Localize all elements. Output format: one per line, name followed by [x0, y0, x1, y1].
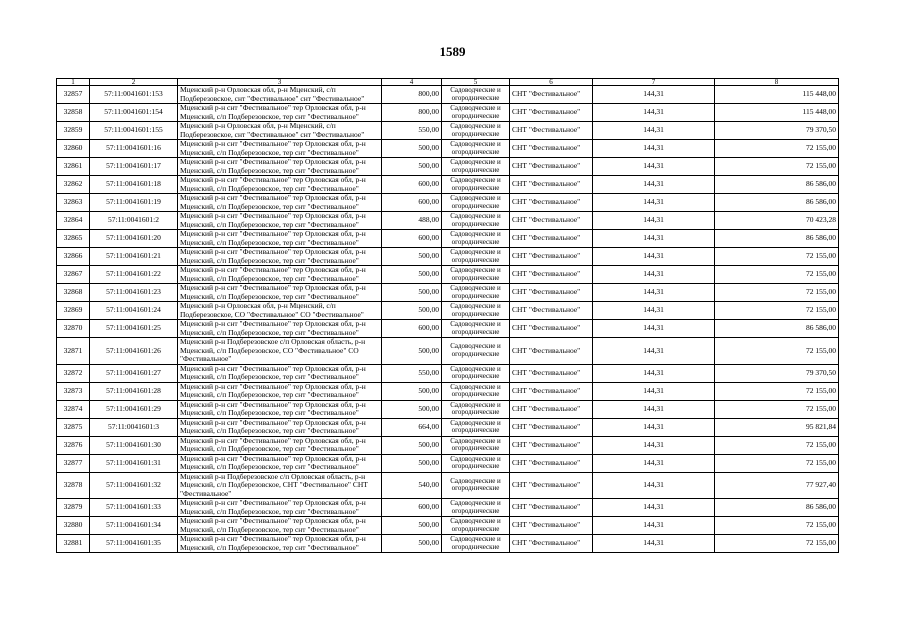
- address: Мценский р-н снт "Фестивальное" тер Орловская обл, р-н Мценский, с/п Подберезовское, тер снт "Фестивальное": [178, 320, 382, 338]
- cadastral-cost: 72 155,00: [715, 158, 839, 176]
- column-number: 7: [593, 79, 715, 86]
- owner: СНТ "Фестивальное": [510, 212, 593, 230]
- owner: СНТ "Фестивальное": [510, 364, 593, 382]
- cadastral-number: 57:11:0041601:31: [90, 454, 178, 472]
- cadastral-cost: 72 155,00: [715, 535, 839, 553]
- address: Мценский р-н снт "Фестивальное" тер Орловская обл, р-н Мценский, с/п Подберезовское, тер снт "Фестивальное": [178, 266, 382, 284]
- cadastral-cost: 86 586,00: [715, 320, 839, 338]
- land-use: Садоводческие и огороднические: [442, 472, 510, 499]
- land-use: Садоводческие и огороднические: [442, 320, 510, 338]
- area: 500,00: [382, 400, 442, 418]
- cadastral-number: 57:11:0041601:2: [90, 212, 178, 230]
- area: 500,00: [382, 535, 442, 553]
- unit-price: 144,31: [593, 418, 715, 436]
- cadastral-number: 57:11:0041601:29: [90, 400, 178, 418]
- table-row: [57, 122, 839, 140]
- row-number: 32867: [57, 266, 90, 284]
- table-row: [57, 266, 839, 284]
- unit-price: 144,31: [593, 194, 715, 212]
- area: 600,00: [382, 499, 442, 517]
- cadastral-number: 57:11:0041601:24: [90, 302, 178, 320]
- cadastral-cost: 77 927,40: [715, 472, 839, 499]
- address: Мценский р-н снт "Фестивальное" тер Орловская обл, р-н Мценский, с/п Подберезовское, тер снт "Фестивальное": [178, 194, 382, 212]
- column-number: 1: [57, 79, 90, 86]
- address: Мценский р-н снт "Фестивальное" тер Орловская обл, р-н Мценский, с/п Подберезовское, тер снт "Фестивальное": [178, 104, 382, 122]
- cadastral-cost: 115 448,00: [715, 104, 839, 122]
- land-use: Садоводческие и огороднические: [442, 454, 510, 472]
- area: 800,00: [382, 104, 442, 122]
- address: Мценский р-н снт "Фестивальное" тер Орловская обл, р-н Мценский, с/п Подберезовское, тер снт "Фестивальное": [178, 248, 382, 266]
- owner: СНТ "Фестивальное": [510, 86, 593, 104]
- cadastral-number: 57:11:0041601:27: [90, 364, 178, 382]
- owner: СНТ "Фестивальное": [510, 382, 593, 400]
- address: Мценский р-н Орловская обл, р-н Мценский, с/п Подберезовское, снт "Фестивальное" снт "Фестивальное": [178, 86, 382, 104]
- land-use: Садоводческие и огороднические: [442, 158, 510, 176]
- table-row: [57, 320, 839, 338]
- owner: СНТ "Фестивальное": [510, 122, 593, 140]
- land-use: Садоводческие и огороднические: [442, 436, 510, 454]
- address: Мценский р-н Орловская обл, р-н Мценский, с/п Подберезовское, СО "Фестивальное" СО "Фестивальное": [178, 302, 382, 320]
- cadastral-cost: 115 448,00: [715, 86, 839, 104]
- table-row: [57, 302, 839, 320]
- cadastral-number: 57:11:0041601:17: [90, 158, 178, 176]
- cadastral-number: 57:11:0041601:33: [90, 499, 178, 517]
- land-use: Садоводческие и огороднические: [442, 364, 510, 382]
- address: Мценский р-н снт "Фестивальное" тер Орловская обл, р-н Мценский, с/п Подберезовское, тер снт "Фестивальное": [178, 284, 382, 302]
- address: Мценский р-н снт "Фестивальное" тер Орловская обл, р-н Мценский, с/п Подберезовское, тер снт "Фестивальное": [178, 454, 382, 472]
- address: Мценский р-н Подберезовское с/п Орловская область, р-н Мценский, с/п Подберезовское, СНТ "Фестивальное" СНТ "Фестивальное": [178, 472, 382, 499]
- owner: СНТ "Фестивальное": [510, 400, 593, 418]
- cadastral-cost: 72 155,00: [715, 140, 839, 158]
- cadastral-cost: 72 155,00: [715, 436, 839, 454]
- cadastral-cost: 86 586,00: [715, 230, 839, 248]
- area: 500,00: [382, 266, 442, 284]
- area: 600,00: [382, 194, 442, 212]
- unit-price: 144,31: [593, 436, 715, 454]
- column-number: 2: [90, 79, 178, 86]
- unit-price: 144,31: [593, 176, 715, 194]
- address: Мценский р-н снт "Фестивальное" тер Орловская обл, р-н Мценский, с/п Подберезовское, тер снт "Фестивальное": [178, 364, 382, 382]
- row-number: 32871: [57, 338, 90, 365]
- unit-price: 144,31: [593, 158, 715, 176]
- owner: СНТ "Фестивальное": [510, 302, 593, 320]
- area: 550,00: [382, 122, 442, 140]
- row-number: 32857: [57, 86, 90, 104]
- unit-price: 144,31: [593, 86, 715, 104]
- column-number: 5: [442, 79, 510, 86]
- table-row: [57, 230, 839, 248]
- address: Мценский р-н снт "Фестивальное" тер Орловская обл, р-н Мценский, с/п Подберезовское, тер снт "Фестивальное": [178, 418, 382, 436]
- cadastral-cost: 95 821,84: [715, 418, 839, 436]
- table-row: [57, 212, 839, 230]
- row-number: 32878: [57, 472, 90, 499]
- cadastral-number: 57:11:0041601:35: [90, 535, 178, 553]
- address: Мценский р-н Орловская обл, р-н Мценский, с/п Подберезовское, снт "Фестивальное" снт "Фестивальное": [178, 122, 382, 140]
- row-number: 32873: [57, 382, 90, 400]
- cadastral-number: 57:11:0041601:20: [90, 230, 178, 248]
- column-number: 6: [510, 79, 593, 86]
- area: 500,00: [382, 140, 442, 158]
- owner: СНТ "Фестивальное": [510, 140, 593, 158]
- address: Мценский р-н снт "Фестивальное" тер Орловская обл, р-н Мценский, с/п Подберезовское, тер снт "Фестивальное": [178, 140, 382, 158]
- area: 500,00: [382, 158, 442, 176]
- unit-price: 144,31: [593, 284, 715, 302]
- land-use: Садоводческие и огороднические: [442, 400, 510, 418]
- land-use: Садоводческие и огороднические: [442, 517, 510, 535]
- land-use: Садоводческие и огороднические: [442, 230, 510, 248]
- cadastral-number: 57:11:0041601:18: [90, 176, 178, 194]
- table-row: [57, 517, 839, 535]
- land-use: Садоводческие и огороднические: [442, 194, 510, 212]
- area: 600,00: [382, 176, 442, 194]
- owner: СНТ "Фестивальное": [510, 158, 593, 176]
- unit-price: 144,31: [593, 454, 715, 472]
- unit-price: 144,31: [593, 140, 715, 158]
- land-use: Садоводческие и огороднические: [442, 248, 510, 266]
- area: 500,00: [382, 382, 442, 400]
- cadastral-cost: 72 155,00: [715, 266, 839, 284]
- cadastral-number: 57:11:0041601:19: [90, 194, 178, 212]
- area: 488,00: [382, 212, 442, 230]
- column-number: 8: [715, 79, 839, 86]
- unit-price: 144,31: [593, 212, 715, 230]
- cadastral-cost: 79 370,50: [715, 364, 839, 382]
- owner: СНТ "Фестивальное": [510, 338, 593, 365]
- owner: СНТ "Фестивальное": [510, 176, 593, 194]
- table-row: [57, 454, 839, 472]
- owner: СНТ "Фестивальное": [510, 436, 593, 454]
- table-row: [57, 158, 839, 176]
- unit-price: 144,31: [593, 535, 715, 553]
- owner: СНТ "Фестивальное": [510, 248, 593, 266]
- row-number: 32862: [57, 176, 90, 194]
- table-row: [57, 499, 839, 517]
- area: 500,00: [382, 454, 442, 472]
- column-number: 3: [178, 79, 382, 86]
- cadastral-number: 57:11:0041601:26: [90, 338, 178, 365]
- unit-price: 144,31: [593, 382, 715, 400]
- owner: СНТ "Фестивальное": [510, 418, 593, 436]
- unit-price: 144,31: [593, 230, 715, 248]
- unit-price: 144,31: [593, 248, 715, 266]
- address: Мценский р-н снт "Фестивальное" тер Орловская обл, р-н Мценский, с/п Подберезовское, тер снт "Фестивальное": [178, 400, 382, 418]
- address: Мценский р-н снт "Фестивальное" тер Орловская обл, р-н Мценский, с/п Подберезовское, тер снт "Фестивальное": [178, 230, 382, 248]
- owner: СНТ "Фестивальное": [510, 194, 593, 212]
- cadastral-cost: 72 155,00: [715, 302, 839, 320]
- area: 500,00: [382, 284, 442, 302]
- page-number: 1589: [439, 44, 466, 59]
- table-row: [57, 176, 839, 194]
- area: 500,00: [382, 338, 442, 365]
- owner: СНТ "Фестивальное": [510, 230, 593, 248]
- table-row: [57, 86, 839, 104]
- row-number: 32869: [57, 302, 90, 320]
- land-use: Садоводческие и огороднические: [442, 86, 510, 104]
- land-use: Садоводческие и огороднические: [442, 535, 510, 553]
- owner: СНТ "Фестивальное": [510, 472, 593, 499]
- land-use: Садоводческие и огороднические: [442, 122, 510, 140]
- unit-price: 144,31: [593, 517, 715, 535]
- address: Мценский р-н снт "Фестивальное" тер Орловская обл, р-н Мценский, с/п Подберезовское, тер снт "Фестивальное": [178, 382, 382, 400]
- row-number: 32876: [57, 436, 90, 454]
- owner: СНТ "Фестивальное": [510, 266, 593, 284]
- cadastral-number: 57:11:0041601:32: [90, 472, 178, 499]
- cadastral-cost: 72 155,00: [715, 400, 839, 418]
- address: Мценский р-н снт "Фестивальное" тер Орловская обл, р-н Мценский, с/п Подберезовское, тер снт "Фестивальное": [178, 436, 382, 454]
- table-row: [57, 436, 839, 454]
- table-row: [57, 382, 839, 400]
- cadastral-number: 57:11:0041601:28: [90, 382, 178, 400]
- row-number: 32874: [57, 400, 90, 418]
- unit-price: 144,31: [593, 338, 715, 365]
- unit-price: 144,31: [593, 266, 715, 284]
- owner: СНТ "Фестивальное": [510, 517, 593, 535]
- owner: СНТ "Фестивальное": [510, 454, 593, 472]
- cadastral-number: 57:11:0041601:21: [90, 248, 178, 266]
- address: Мценский р-н снт "Фестивальное" тер Орловская обл, р-н Мценский, с/п Подберезовское, тер снт "Фестивальное": [178, 535, 382, 553]
- cadastral-cost: 86 586,00: [715, 176, 839, 194]
- address: Мценский р-н снт "Фестивальное" тер Орловская обл, р-н Мценский, с/п Подберезовское, тер снт "Фестивальное": [178, 176, 382, 194]
- cadastral-cost: 72 155,00: [715, 338, 839, 365]
- row-number: 32875: [57, 418, 90, 436]
- address: Мценский р-н снт "Фестивальное" тер Орловская обл, р-н Мценский, с/п Подберезовское, тер снт "Фестивальное": [178, 158, 382, 176]
- table-row: [57, 472, 839, 499]
- cadastral-number: 57:11:0041601:16: [90, 140, 178, 158]
- row-number: 32868: [57, 284, 90, 302]
- cadastral-cost: 72 155,00: [715, 248, 839, 266]
- cadastral-number: 57:11:0041601:22: [90, 266, 178, 284]
- row-number: 32866: [57, 248, 90, 266]
- table-row: [57, 418, 839, 436]
- unit-price: 144,31: [593, 320, 715, 338]
- row-number: 32865: [57, 230, 90, 248]
- area: 540,00: [382, 472, 442, 499]
- cadastral-number: 57:11:0041601:3: [90, 418, 178, 436]
- address: Мценский р-н снт "Фестивальное" тер Орловская обл, р-н Мценский, с/п Подберезовское, тер снт "Фестивальное": [178, 212, 382, 230]
- cadastral-number: 57:11:0041601:25: [90, 320, 178, 338]
- unit-price: 144,31: [593, 499, 715, 517]
- land-use: Садоводческие и огороднические: [442, 284, 510, 302]
- owner: СНТ "Фестивальное": [510, 535, 593, 553]
- cadastral-cost: 72 155,00: [715, 454, 839, 472]
- owner: СНТ "Фестивальное": [510, 499, 593, 517]
- cadastral-cost: 72 155,00: [715, 284, 839, 302]
- cadastral-number: 57:11:0041601:23: [90, 284, 178, 302]
- cadastral-cost: 79 370,50: [715, 122, 839, 140]
- owner: СНТ "Фестивальное": [510, 104, 593, 122]
- area: 664,00: [382, 418, 442, 436]
- area: 600,00: [382, 320, 442, 338]
- unit-price: 144,31: [593, 364, 715, 382]
- cadastral-number: 57:11:0041601:34: [90, 517, 178, 535]
- row-number: 32880: [57, 517, 90, 535]
- table-row: [57, 284, 839, 302]
- row-number: 32872: [57, 364, 90, 382]
- area: 800,00: [382, 86, 442, 104]
- row-number: 32859: [57, 122, 90, 140]
- table-row: [57, 104, 839, 122]
- address: Мценский р-н Подберезовское с/п Орловская область, р-н Мценский, с/п Подберезовское, СО "Фестивальное" СО "Фестивальное": [178, 338, 382, 365]
- land-use: Садоводческие и огороднические: [442, 382, 510, 400]
- row-number: 32860: [57, 140, 90, 158]
- land-use: Садоводческие и огороднические: [442, 176, 510, 194]
- row-number: 32879: [57, 499, 90, 517]
- area: 550,00: [382, 364, 442, 382]
- table-row: [57, 535, 839, 553]
- table-body: [57, 79, 839, 553]
- land-use: Садоводческие и огороднические: [442, 104, 510, 122]
- cadastral-number: 57:11:0041601:154: [90, 104, 178, 122]
- row-number: 32870: [57, 320, 90, 338]
- cadastral-number: 57:11:0041601:155: [90, 122, 178, 140]
- unit-price: 144,31: [593, 400, 715, 418]
- address: Мценский р-н снт "Фестивальное" тер Орловская обл, р-н Мценский, с/п Подберезовское, тер снт "Фестивальное": [178, 517, 382, 535]
- owner: СНТ "Фестивальное": [510, 284, 593, 302]
- table-row: [57, 400, 839, 418]
- unit-price: 144,31: [593, 302, 715, 320]
- land-use: Садоводческие и огороднические: [442, 266, 510, 284]
- land-use: Садоводческие и огороднические: [442, 499, 510, 517]
- table-row: [57, 194, 839, 212]
- area: 500,00: [382, 302, 442, 320]
- unit-price: 144,31: [593, 472, 715, 499]
- cadastral-number: 57:11:0041601:30: [90, 436, 178, 454]
- land-use: Садоводческие и огороднические: [442, 418, 510, 436]
- row-number: 32858: [57, 104, 90, 122]
- unit-price: 144,31: [593, 122, 715, 140]
- cadastral-cost: 86 586,00: [715, 194, 839, 212]
- owner: СНТ "Фестивальное": [510, 320, 593, 338]
- row-number: 32877: [57, 454, 90, 472]
- land-registry-table: [56, 78, 839, 553]
- table-row: [57, 338, 839, 365]
- area: 500,00: [382, 436, 442, 454]
- land-use: Садоводческие и огороднические: [442, 302, 510, 320]
- cadastral-cost: 72 155,00: [715, 382, 839, 400]
- table-row: [57, 140, 839, 158]
- row-number: 32861: [57, 158, 90, 176]
- cadastral-cost: 72 155,00: [715, 517, 839, 535]
- table-row: [57, 248, 839, 266]
- area: 500,00: [382, 248, 442, 266]
- row-number: 32881: [57, 535, 90, 553]
- table-row: [57, 364, 839, 382]
- cadastral-number: 57:11:0041601:153: [90, 86, 178, 104]
- unit-price: 144,31: [593, 104, 715, 122]
- area: 600,00: [382, 230, 442, 248]
- area: 500,00: [382, 517, 442, 535]
- address: Мценский р-н снт "Фестивальное" тер Орловская обл, р-н Мценский, с/п Подберезовское, тер снт "Фестивальное": [178, 499, 382, 517]
- land-use: Садоводческие и огороднические: [442, 212, 510, 230]
- row-number: 32864: [57, 212, 90, 230]
- land-use: Садоводческие и огороднические: [442, 338, 510, 365]
- row-number: 32863: [57, 194, 90, 212]
- cadastral-cost: 70 423,28: [715, 212, 839, 230]
- column-number: 4: [382, 79, 442, 86]
- cadastral-cost: 86 586,00: [715, 499, 839, 517]
- column-number-row: [57, 79, 839, 86]
- land-use: Садоводческие и огороднические: [442, 140, 510, 158]
